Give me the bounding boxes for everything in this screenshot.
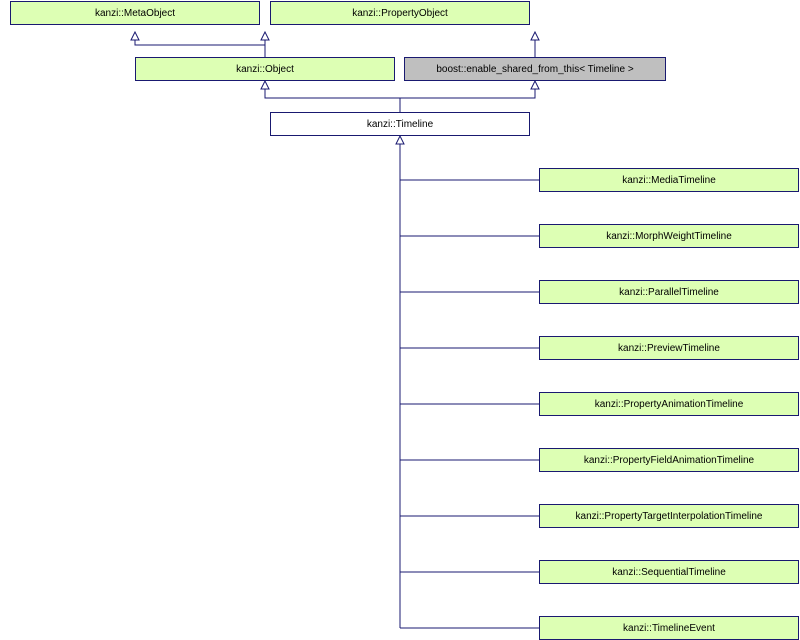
- node-label: boost::enable_shared_from_this< Timeline >: [436, 63, 634, 75]
- node-kanzi-object[interactable]: [135, 57, 395, 81]
- node-label: kanzi::SequentialTimeline: [612, 566, 726, 578]
- node-label: kanzi::ParallelTimeline: [619, 286, 719, 298]
- node-label: kanzi::PreviewTimeline: [618, 342, 720, 354]
- node-kanzi-mediatimeline[interactable]: [539, 168, 799, 192]
- node-kanzi-morphweighttimeline[interactable]: [539, 224, 799, 248]
- node-kanzi-metaobject[interactable]: [10, 1, 260, 25]
- node-kanzi-timeline[interactable]: [270, 112, 530, 136]
- node-label: kanzi::MorphWeightTimeline: [606, 230, 732, 242]
- node-kanzi-paralleltimeline[interactable]: [539, 280, 799, 304]
- node-kanzi-timelineevent[interactable]: [539, 616, 799, 640]
- node-label: kanzi::PropertyTargetInterpolationTimeline: [575, 510, 763, 522]
- node-boost-enable-shared-from-this[interactable]: [404, 57, 666, 81]
- node-label: kanzi::TimelineEvent: [623, 622, 715, 634]
- node-label: kanzi::PropertyAnimationTimeline: [594, 398, 744, 410]
- node-label: kanzi::Object: [236, 63, 294, 75]
- node-kanzi-propertytargetinterpolationtimeline[interactable]: [539, 504, 799, 528]
- node-label: kanzi::PropertyObject: [352, 7, 448, 19]
- node-kanzi-sequentialtimeline[interactable]: [539, 560, 799, 584]
- node-kanzi-previewtimeline[interactable]: [539, 336, 799, 360]
- node-kanzi-propertyobject[interactable]: [270, 1, 530, 25]
- node-kanzi-propertyanimationtimeline[interactable]: [539, 392, 799, 416]
- node-label: kanzi::MetaObject: [94, 7, 176, 19]
- node-kanzi-propertyfieldanimationtimeline[interactable]: [539, 448, 799, 472]
- node-label: kanzi::PropertyFieldAnimationTimeline: [583, 454, 755, 466]
- node-label: kanzi::Timeline: [366, 118, 434, 130]
- node-label: kanzi::MediaTimeline: [622, 174, 716, 186]
